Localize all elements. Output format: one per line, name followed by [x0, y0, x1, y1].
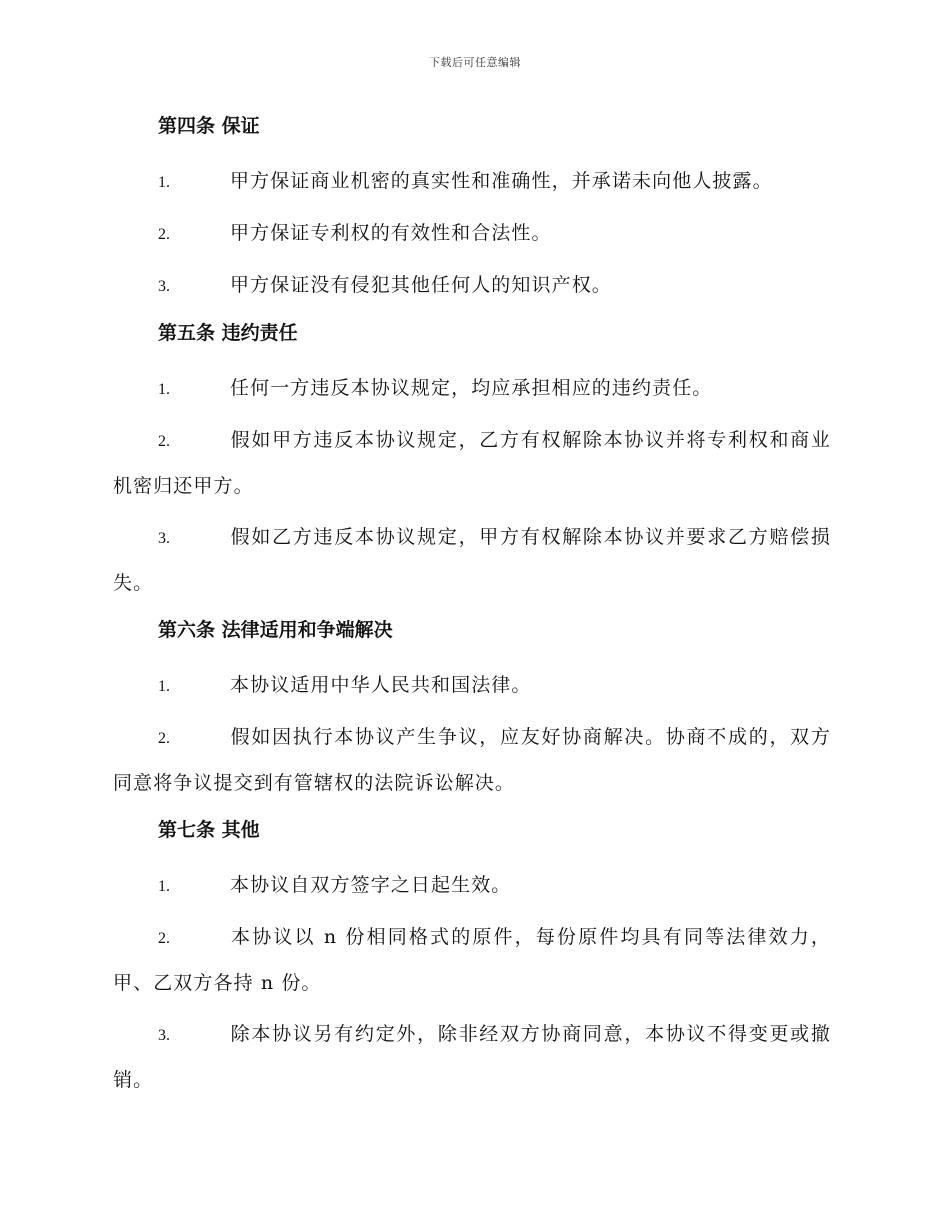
clause-text: 本协议自双方签字之日起生效。 — [230, 874, 512, 896]
clause-number: 1. — [158, 174, 170, 191]
clause-text: 本协议以 n 份相同格式的原件，每份原件均具有同等法律效力，甲、乙双方各持 n 份。 — [113, 926, 831, 994]
section-7 — [113, 812, 831, 1103]
clause-number: 1. — [158, 678, 170, 695]
clause-item — [113, 863, 831, 909]
clause-item — [113, 1012, 831, 1103]
clause-number: 1. — [158, 878, 170, 895]
clause-text: 假如甲方违反本协议规定，乙方有权解除本协议并将专利权和商业机密归还甲方。 — [113, 429, 831, 497]
page-header: 下载后可任意编辑 — [429, 56, 521, 69]
clause-item — [113, 418, 831, 509]
clause-number: 3. — [158, 278, 170, 295]
clause-text: 任何一方违反本协议规定，均应承担相应的违约责任。 — [230, 377, 713, 399]
document-body — [113, 108, 831, 1109]
clause-number: 3. — [158, 1027, 170, 1044]
clause-number: 2. — [158, 730, 170, 747]
clause-item — [113, 159, 831, 205]
clause-number: 2. — [158, 930, 170, 947]
clause-text: 甲方保证专利权的有效性和合法性。 — [230, 222, 552, 244]
clause-item — [113, 515, 831, 606]
section-title: 第六条 法律适用和争端解决 — [158, 619, 393, 641]
clause-number: 3. — [158, 530, 170, 547]
clause-number: 2. — [158, 226, 170, 243]
section-5 — [113, 315, 831, 606]
clause-text: 假如乙方违反本协议规定，甲方有权解除本协议并要求乙方赔偿损失。 — [113, 526, 831, 594]
clause-text: 甲方保证商业机密的真实性和准确性，并承诺未向他人披露。 — [230, 170, 773, 192]
clause-item — [113, 263, 831, 309]
clause-text: 假如因执行本协议产生争议，应友好协商解决。协商不成的，双方同意将争议提交到有管辖权的法院诉讼解决。 — [113, 726, 831, 794]
clause-text: 甲方保证没有侵犯其他任何人的知识产权。 — [230, 274, 612, 296]
clause-item — [113, 915, 831, 1006]
section-title: 第四条 保证 — [158, 115, 260, 137]
section-4 — [113, 108, 831, 309]
clause-item — [113, 211, 831, 257]
clause-text: 除本协议另有约定外，除非经双方协商同意，本协议不得变更或撤销。 — [113, 1023, 831, 1091]
clause-text: 本协议适用中华人民共和国法律。 — [230, 674, 532, 696]
clause-item — [113, 663, 831, 709]
section-title: 第五条 违约责任 — [158, 322, 298, 344]
section-6 — [113, 612, 831, 806]
clause-item — [113, 366, 831, 412]
clause-number: 2. — [158, 433, 170, 450]
clause-item — [113, 715, 831, 806]
clause-number: 1. — [158, 381, 170, 398]
section-title: 第七条 其他 — [158, 819, 260, 841]
